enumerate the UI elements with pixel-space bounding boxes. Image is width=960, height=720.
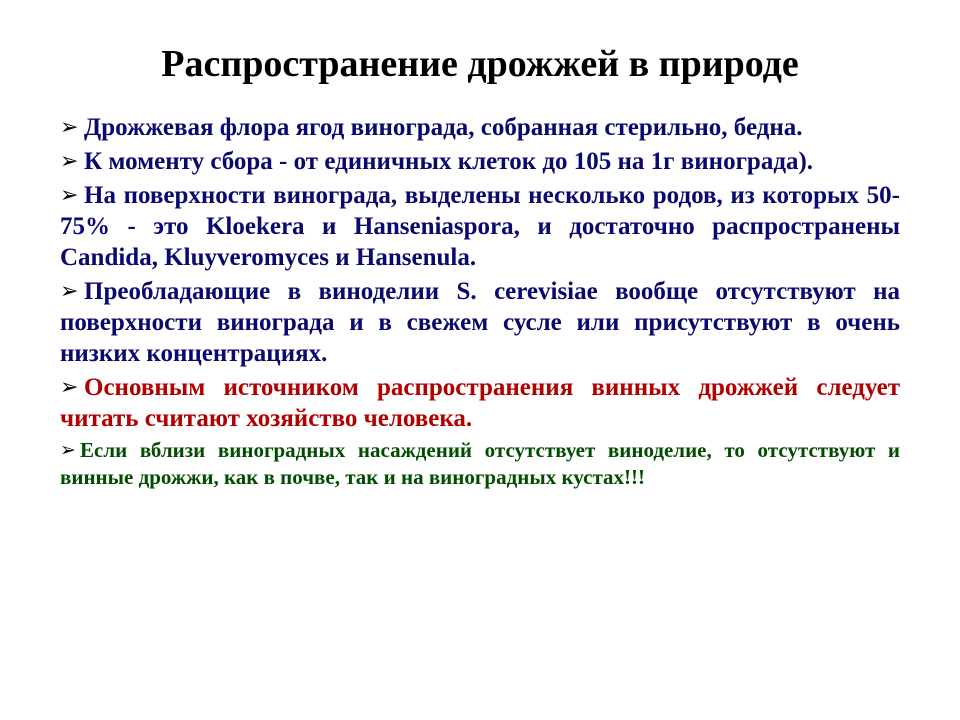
bullet-item	[60, 180, 900, 273]
bullet-item	[60, 146, 900, 177]
bullet-text: К моменту сбора - от единичных клеток до 105 на 1г винограда).	[84, 148, 814, 175]
arrow-right-icon: ➢	[60, 115, 79, 140]
bullet-item	[60, 276, 900, 369]
slide-title: Распространение дрожжей в природе	[161, 43, 799, 85]
bullet-text: Основным источником распространения винных дрожжей следует читать считают хозяйство человека.	[60, 374, 900, 432]
bullet-item	[60, 372, 900, 434]
bullet-item	[60, 112, 900, 143]
bullet-text: Если вблизи виноградных насаждений отсутствует виноделие, то отсутствуют и винные дрожжи, как в почве, так и на виноградных кустах!!!	[60, 438, 900, 489]
arrow-right-icon: ➢	[60, 375, 79, 400]
arrow-right-icon: ➢	[60, 279, 79, 304]
bullet-item	[60, 437, 900, 491]
arrow-right-icon: ➢	[60, 183, 79, 208]
bullet-text: На поверхности винограда, выделены несколько родов, из которых 50-75% - это Kloekera и Hanseniaspora, и достаточно распространены Candida, Kluyveromyces и Hansenula.	[60, 182, 900, 271]
arrow-right-icon: ➢	[60, 149, 79, 174]
bullet-text: Дрожжевая флора ягод винограда, собранная стерильно, бедна.	[84, 114, 803, 141]
bullet-list	[60, 112, 900, 494]
bullet-text: Преобладающие в виноделии S. cerevisiae вообще отсутствуют на поверхности винограда и в свежем сусле или присутствуют в очень низких концентрациях.	[60, 278, 900, 367]
arrow-right-icon: ➢	[60, 439, 76, 461]
